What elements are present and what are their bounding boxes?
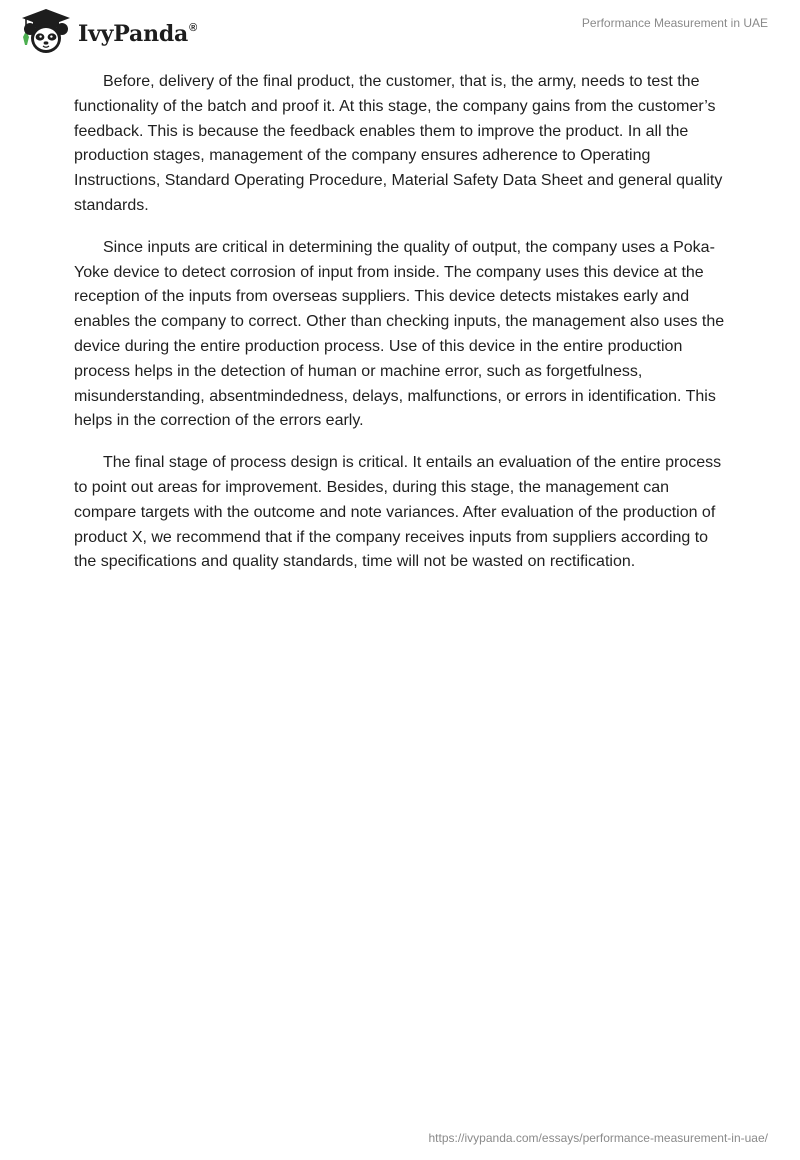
paragraph: Before, delivery of the final product, the customer, that is, the army, needs to test the functionality of the batch and proof it. At this stage, the company gains from the customer’s feedback. This is because the feedback enables them to improve the product. In all the production stages, management of the company ensures adherence to Operating Instructions, Standard Operating Procedure, Material Safety Data Sheet and general quality standards.	[74, 73, 723, 214]
paragraph: Since inputs are critical in determining the quality of output, the company uses a Poka-Yoke device to detect corrosion of input from inside. The company uses this device at the reception of the inputs from overseas suppliers. This device detects mistakes early and enables the company to correct. Other than checking inputs, the management also uses the device during the entire production process. Use of this device in the entire production process helps in the detection of human or machine error, such as forgetfulness, misunderstanding, absentmindedness, delays, malfunctions, or errors in identification. This helps in the correction of the errors early.	[74, 238, 725, 430]
paragraph: The final stage of process design is critical. It entails an evaluation of the entire process to point out areas for improvement. Besides, during this stage, the management can compare targets with the outcome and note variances. After evaluation of the production of product X, we recommend that if the company receives inputs from suppliers according to the specifications and quality standards, time will not be wasted on rectification.	[74, 454, 722, 571]
registered-mark: ®	[189, 21, 198, 34]
page-header	[0, 0, 800, 60]
source-url-link[interactable]: https://ivypanda.com/essays/performance-measurement-in-uae/	[428, 1131, 768, 1145]
essay-body	[74, 70, 728, 592]
brand-name: IvyPanda®	[78, 21, 198, 47]
ivypanda-logo[interactable]	[16, 7, 197, 55]
panda-graduate-icon	[16, 7, 74, 55]
document-title: Performance Measurement in UAE	[581, 16, 768, 30]
